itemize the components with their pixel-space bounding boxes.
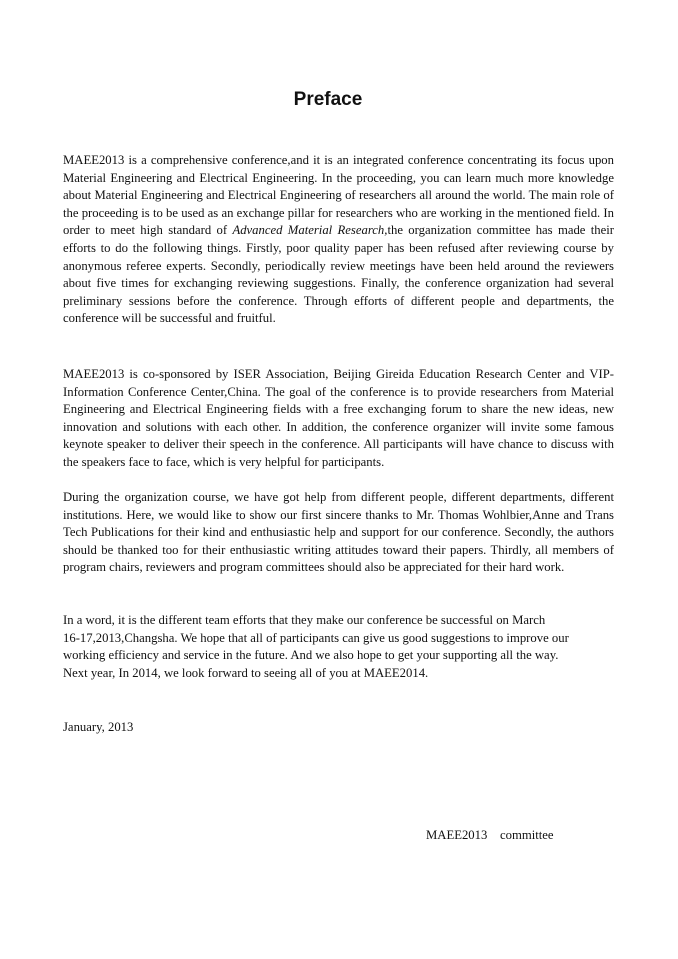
paragraph-4-line-4: Next year, In 2014, we look forward to seeing all of you at MAEE2014. xyxy=(63,665,429,680)
committee-signature: MAEE2013 committee xyxy=(426,828,554,842)
paragraph-4-line-3: working efficiency and service in the future. And we also hope to get your supporting all the way. xyxy=(63,648,559,663)
document-date: January, 2013 xyxy=(63,720,134,734)
paragraph-4-line-1: In a word, it is the different team efforts that they make our conference be successful on March xyxy=(63,613,546,627)
preface-paragraph-1 xyxy=(63,152,614,328)
paragraph-1-text-start: MAEE2013 is a comprehensive conference,and it is an integrated conference concentrating its focus upon Material Engineering and Electrical Engineering. In the proceeding, you can learn much more knowledge about Material Engineering and Electrical Engineering of researchers all around the world. The main role of the proceeding is to be used as an exchange pillar for researchers who are working in the mentioned field. In order to meet high standard of xyxy=(63,153,614,238)
journal-title-italic: Advanced Material Research, xyxy=(232,223,388,238)
preface-paragraph-2: MAEE2013 is co-sponsored by ISER Association, Beijing Gireida Education Research Center and VIP-Information Conference Center,China. The goal of the conference is to provide researchers from Material Engineering and Electrical Engineering fields with a free exchanging forum to share the new ideas, new innovation and solutions with each other. In addition, the conference organizer will invite some famous keynote speaker to deliver their speech in the conference. All participants will have chance to discuss with the speakers face to face, which is very helpful for participants. xyxy=(63,367,614,469)
preface-paragraph-3: During the organization course, we have got help from different people, different departments, different institutions. Here, we would like to show our first sincere thanks to Mr. Thomas Wohlbier,Anne and Trans Tech Publications for their kind and enthusiastic help and support for our conference. Secondly, the authors should be thanked too for their enthusiastic writing attitudes toward their papers. Thirdly, all members of program chairs, reviewers and program committees should also be appreciated for their hard work. xyxy=(63,490,614,575)
paragraph-1-text-end: the organization committee has made their efforts to do the following things. Firstly, poor quality paper has been refused after reviewing course by anonymous referee experts. Secondly, periodically review meetings have been held around the reviewers about five times for exchanging reviewing suggestions. Finally, the conference organization had several preliminary sessions before the conference. Through efforts of different people and departments, the conference will be successful and fruitful. xyxy=(63,223,615,326)
page-title: Preface xyxy=(293,89,363,110)
paragraph-4-line-2: 16-17,2013,Changsha. We hope that all of participants can give us good suggestions to improve our xyxy=(63,630,569,645)
preface-paragraph-4 xyxy=(63,612,614,682)
